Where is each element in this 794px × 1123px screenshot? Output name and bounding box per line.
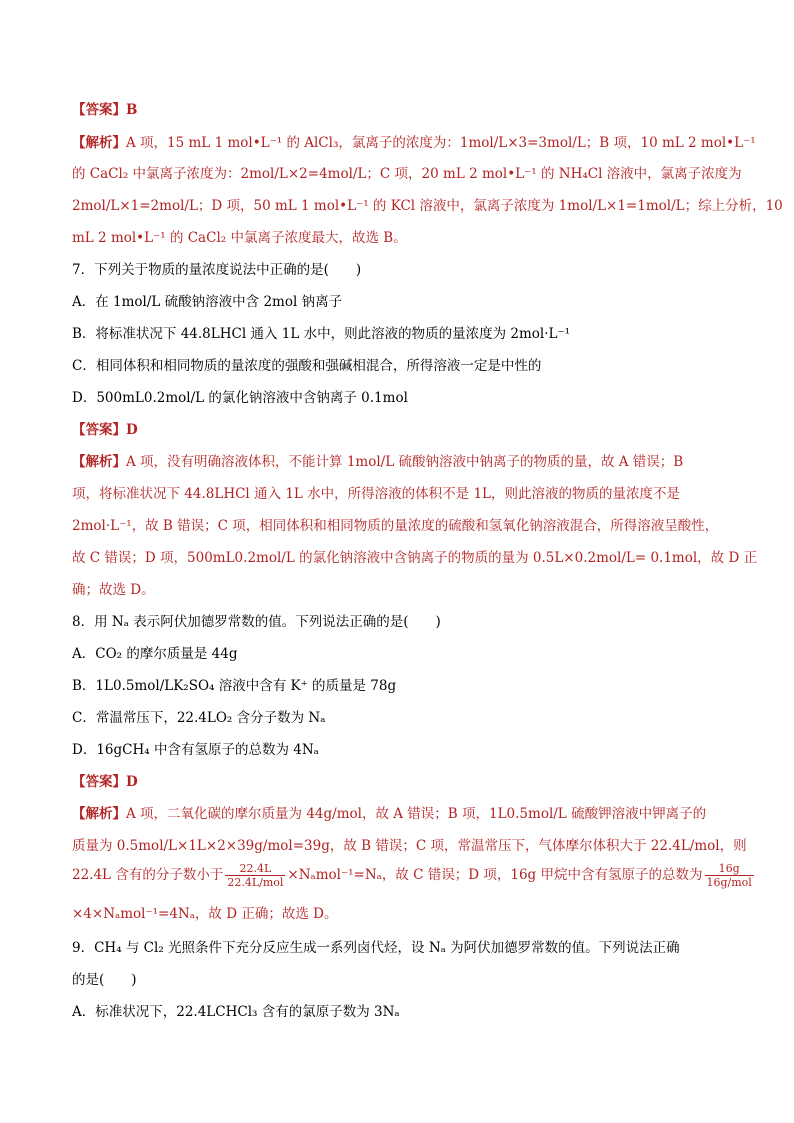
analysis-line-q7-3: 2mol·L⁻¹，故 B 错误；C 项，相同体积和相同物质的量浓度的硫酸和氢氧化钠溶液混合，所得溶液呈酸性， <box>72 518 719 534</box>
analysis-line-q7-5: 确；故选 D。 <box>72 582 155 598</box>
q7-option-b: B．将标准状况下 44.8LHCl 通入 1L 水中，则此溶液的物质的量浓度为 2mol·L⁻¹ <box>72 326 571 342</box>
analysis-line-q6-1: 【解析】A 项，15 mL 1 mol•L⁻¹ 的 AlCl₃，氯离子的浓度为：1mol/L×3=3mol/L；B 项，10 mL 2 mol•L⁻¹ <box>72 135 756 151</box>
analysis-line-q7-4: 故 C 错误；D 项，500mL0.2mol/L 的氯化钠溶液中含钠离子的物质的量为 0.5L×0.2mol/L= 0.1mol，故 D 正 <box>72 550 758 566</box>
fraction-1: $\frac{22.4L}{\text{22.4L/mol}}$ <box>227 862 284 889</box>
answer-value: D <box>126 422 138 438</box>
analysis-line-q8-2: 质量为 0.5mol/L×1L×2×39g/mol=39g，故 B 错误；C 项，常温常压下，气体摩尔体积大于 22.4L/mol，则 <box>72 838 747 854</box>
q7-option-d: D．500mL0.2mol/L 的氯化钠溶液中含钠离子 0.1mol <box>72 390 408 406</box>
analysis-line-q7-1: 【解析】A 项，没有明确溶液体积，不能计算 1mol/L 硫酸钠溶液中钠离子的物质的量，故 A 错误；B <box>72 454 684 470</box>
analysis-label: 【解析】 <box>72 806 126 822</box>
analysis-line-q6-2: 的 CaCl₂ 中氯离子浓度为：2mol/L×2=4mol/L；C 项，20 mL 2 mol•L⁻¹ 的 NH₄Cl 溶液中，氯离子浓度为 <box>72 166 742 182</box>
q7-option-c: C．相同体积和相同物质的量浓度的强酸和强碱相混合，所得溶液一定是中性的 <box>72 358 542 374</box>
q8-option-d: D．16gCH₄ 中含有氢原子的总数为 4Nₐ <box>72 742 319 758</box>
answer-line-q7 <box>72 420 138 440</box>
q8-option-b: B．1L0.5mol/LK₂SO₄ 溶液中含有 K⁺ 的质量是 78g <box>72 678 397 694</box>
analysis-line-q7-2: 项，将标准状况下 44.8LHCl 通入 1L 水中，所得溶液的体积不是 1L，则此溶液的物质的量浓度不是 <box>72 486 681 502</box>
answer-line-q8 <box>72 772 138 792</box>
question-7-stem: 7．下列关于物质的量浓度说法中正确的是( ) <box>72 262 362 278</box>
q8-option-a: A．CO₂ 的摩尔质量是 44g <box>72 646 238 662</box>
analysis-line-q8-4: ×4×Nₐmol⁻¹=4Nₐ，故 D 正确；故选 D。 <box>72 906 338 922</box>
answer-label: 【答案】 <box>72 774 126 790</box>
question-9-stem-2: 的是( ) <box>72 972 137 988</box>
analysis-line-q8-1: 【解析】A 项，二氧化碳的摩尔质量为 44g/mol，故 A 错误；B 项，1L0.5mol/L 硫酸钾溶液中钾离子的 <box>72 806 707 822</box>
answer-label: 【答案】 <box>72 422 126 438</box>
analysis-line-q6-3: 2mol/L×1=2mol/L；D 项，50 mL 1 mol•L⁻¹ 的 KCl 溶液中，氯离子浓度为 1mol/L×1=1mol/L；综上分析，10 <box>72 198 783 214</box>
analysis-line-q8-3: 22.4L 含有的分子数小于 $\frac{22.4L}{\text{22.4L/mol}}$ ×Nₐmol⁻¹=Nₐ，故 C 错误；D 项，16g 甲烷中含有氢原子的总数为 $\frac{16g}{\text{16g/mol}}$ <box>72 862 752 889</box>
analysis-label: 【解析】 <box>72 454 126 470</box>
answer-value: D <box>126 774 138 790</box>
question-8-stem: 8．用 Nₐ 表示阿伏加德罗常数的值。下列说法正确的是( ) <box>72 614 441 630</box>
question-9-stem-1: 9．CH₄ 与 Cl₂ 光照条件下充分反应生成一系列卤代烃，设 Nₐ 为阿伏加德罗常数的值。下列说法正确 <box>72 940 680 956</box>
answer-value: B <box>126 102 138 118</box>
analysis-label: 【解析】 <box>72 135 126 151</box>
analysis-line-q6-4: mL 2 mol•L⁻¹ 的 CaCl₂ 中氯离子浓度最大，故选 B。 <box>72 230 407 246</box>
answer-label: 【答案】 <box>72 102 126 118</box>
answer-line-q6 <box>72 100 137 120</box>
q8-option-c: C．常温常压下，22.4LO₂ 含分子数为 Nₐ <box>72 710 326 726</box>
q9-option-a: A．标准状况下，22.4LCHCl₃ 含有的氯原子数为 3Nₐ <box>72 1004 400 1020</box>
q7-option-a: A．在 1mol/L 硫酸钠溶液中含 2mol 钠离子 <box>72 294 343 310</box>
fraction-2: $\frac{16g}{\text{16g/mol}}$ <box>706 862 752 889</box>
